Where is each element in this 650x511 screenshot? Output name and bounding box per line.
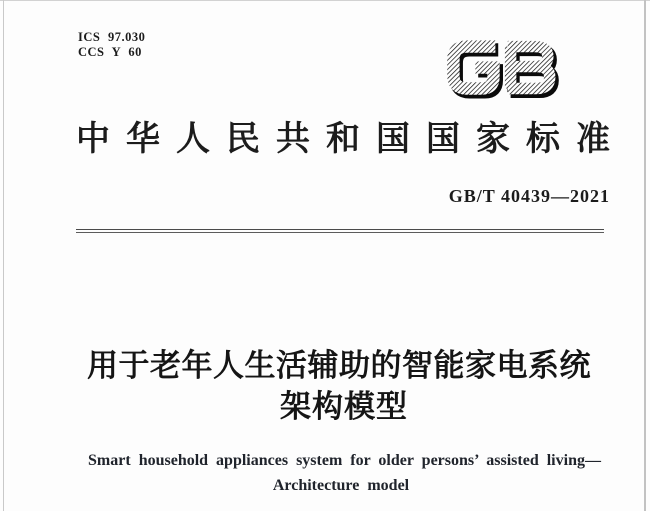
ics-code: ICS 97.030 (78, 30, 146, 44)
scan-edge-right (644, 0, 646, 511)
scan-edge-left (3, 0, 4, 511)
gb-logo-icon (441, 34, 565, 102)
scan-edge-top (0, 0, 650, 1)
standard-number: GB/T 40439—2021 (448, 186, 610, 206)
national-standard-heading: 中华人民共和国国家标准 (76, 121, 626, 158)
header-rule (76, 229, 604, 233)
title-english-line2: Architecture model (272, 477, 410, 494)
ccs-code: CCS Y 60 (78, 45, 142, 59)
title-chinese-line1: 用于老年人生活辅助的智能家电系统 (87, 348, 591, 383)
classification-codes (78, 30, 145, 60)
title-chinese-line2: 架构模型 (280, 389, 408, 424)
title-english-line1: Smart household appliances system for older persons’ assisted living— (88, 452, 601, 469)
